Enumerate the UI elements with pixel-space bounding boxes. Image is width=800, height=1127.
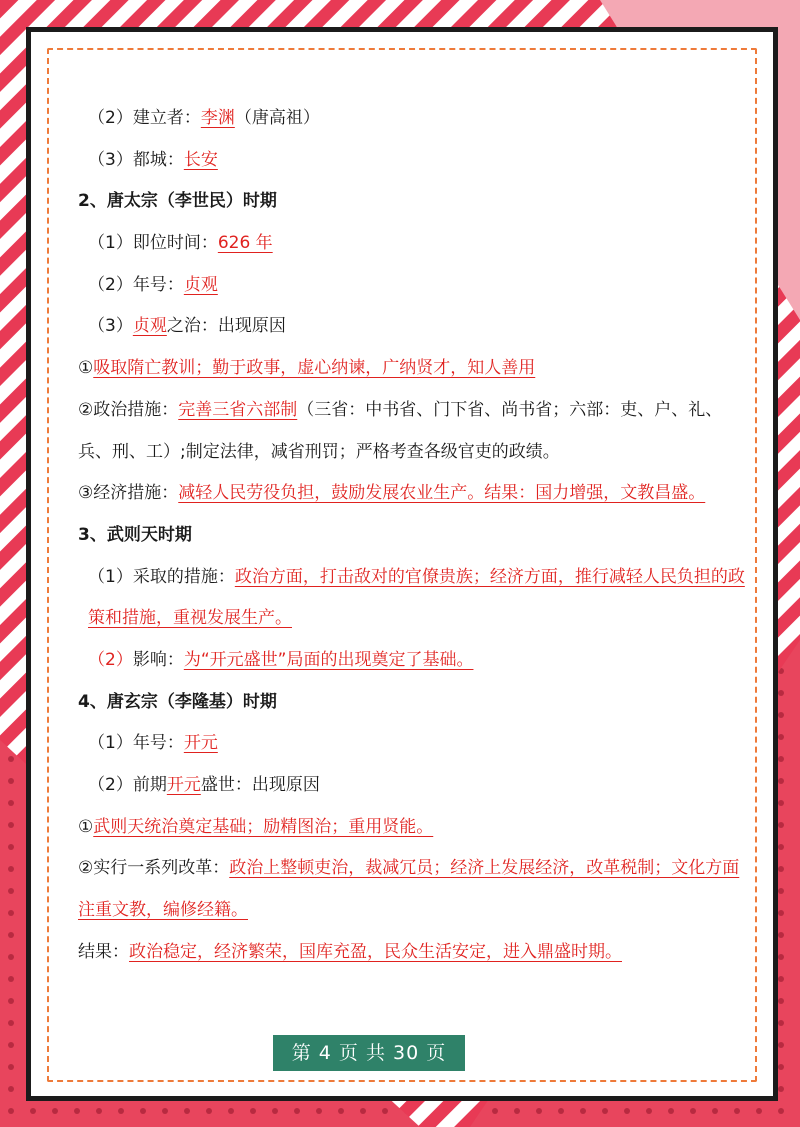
text-line — [78, 306, 746, 348]
label: （1）采取的措施： — [88, 566, 235, 587]
text-line — [78, 765, 746, 807]
label: ②实行一系列改革： — [78, 858, 230, 879]
answer: 政治方面，打击敌对的官僚贵族；经济方面，推行减轻人民负担的政策和措施，重视发展生产。 — [88, 566, 745, 629]
answer: 开元 — [183, 733, 218, 754]
section-heading: 4、唐玄宗（李隆基）时期 — [78, 691, 277, 712]
page-number-badge: 第 4 页 共 30 页 — [273, 1035, 465, 1071]
text-line — [78, 348, 746, 390]
answer: 武则天统治奠定基础；励精图治；重用贤能。 — [93, 816, 434, 837]
answer: 贞观 — [183, 274, 218, 295]
text-paragraph — [78, 390, 746, 473]
label: （1）即位时间： — [88, 233, 218, 254]
text-line — [78, 98, 746, 140]
label: 结果： — [78, 941, 129, 962]
label: （1）年号： — [88, 733, 184, 754]
document-body — [78, 98, 746, 974]
text-line — [78, 265, 746, 307]
text-line — [78, 932, 746, 974]
label: （2）建立者： — [88, 108, 201, 128]
label: ③经济措施： — [78, 483, 179, 504]
text-line — [78, 723, 746, 765]
label: ②政治措施： — [78, 399, 179, 420]
label: 盛世：出现原因 — [200, 775, 320, 796]
text-paragraph — [78, 557, 746, 640]
label: （2） — [88, 650, 133, 671]
text-line — [78, 807, 746, 849]
note: （唐高祖） — [234, 108, 320, 128]
answer: 政治稳定，经济繁荣，国库充盈，民众生活安定，进入鼎盛时期。 — [129, 941, 622, 962]
section-heading: 3、武则天时期 — [78, 524, 192, 545]
label: （3）都城： — [88, 149, 184, 170]
label: （2）年号： — [88, 274, 184, 295]
answer: 开元 — [166, 775, 201, 796]
answer: 吸取隋亡教训；勤于政事，虚心纳谏，广纳贤才，知人善用 — [93, 358, 536, 379]
note: （三省：中书省、门下省、尚书省；六部：吏、户、礼、兵、刑、工）;制定法律，减省刑罚；严格考查各级官吏的政绩。 — [78, 399, 723, 462]
label: ① — [78, 816, 94, 837]
section-heading: 2、唐太宗（李世民）时期 — [78, 191, 277, 212]
answer: 贞观 — [132, 316, 167, 337]
label: 影响： — [132, 650, 184, 671]
text-paragraph — [78, 848, 746, 931]
text-line — [78, 640, 746, 682]
answer: 长安 — [183, 149, 218, 170]
label: 之治：出现原因 — [166, 316, 286, 337]
label: （3） — [88, 316, 133, 337]
answer: 完善三省六部制 — [178, 399, 298, 420]
answer: 626 年 — [217, 233, 273, 254]
label: ① — [78, 358, 94, 379]
text-line — [78, 223, 746, 265]
text-paragraph — [78, 473, 746, 515]
label: （2）前期 — [88, 775, 167, 796]
answer: 政治上整顿吏治，裁减冗员；经济上发展经济，改革税制；文化方面注重文教，编修经籍。 — [78, 858, 740, 921]
text-line — [78, 140, 746, 182]
answer: 为“开元盛世”局面的出现奠定了基础。 — [183, 650, 474, 671]
answer: 减轻人民劳役负担，鼓励发展农业生产。结果：国力增强，文教昌盛。 — [178, 483, 706, 504]
answer: 李渊 — [200, 108, 235, 128]
